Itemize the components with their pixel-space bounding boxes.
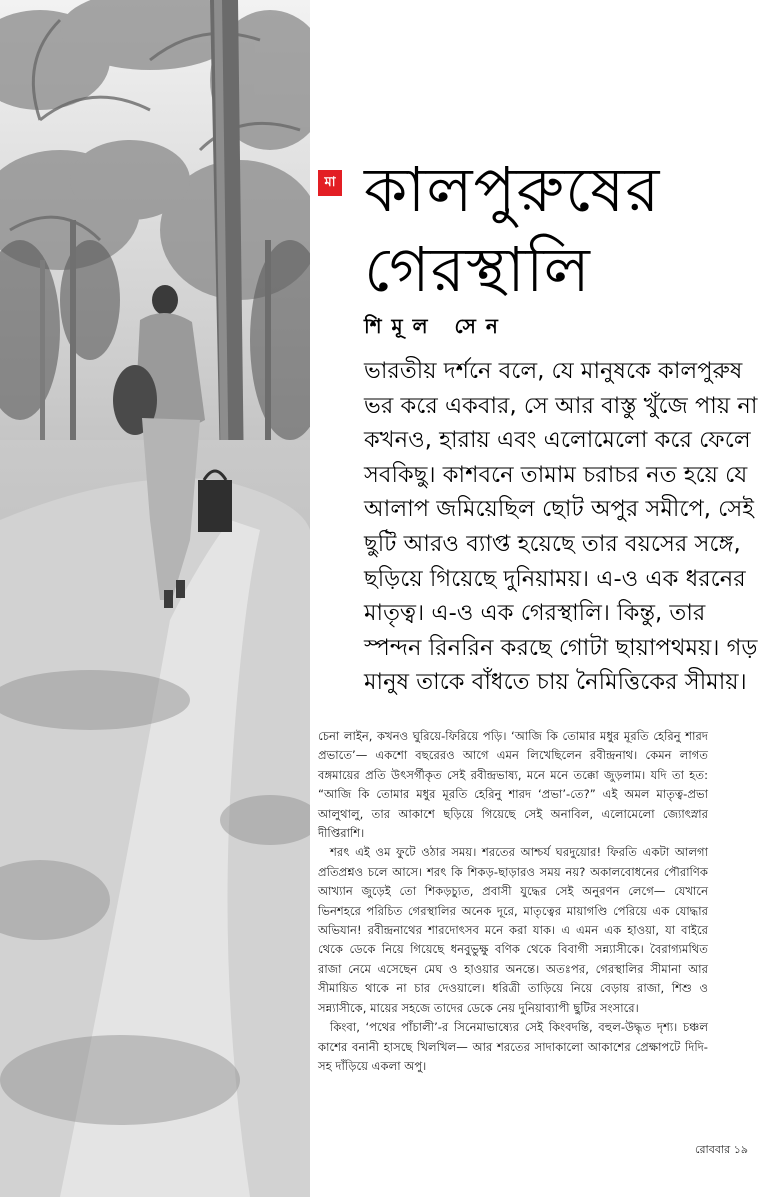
body-paragraph: চেনা লাইন, কখনও ঘুরিয়ে-ফিরিয়ে পড়ি। ‘আজি কি তোমার মধুর মূরতি হেরিনু শারদ প্রভাতে’— একশো বছরেরও আগে এমন লিখেছিলেন রবীন্দ্রনাথ। কেমন লাগত বঙ্গমায়ের প্রতি উৎসর্গীকৃত সেই রবীন্দ্রভাষ্য, মনে মনে তক্কো জুড়লাম। যদি তা হত: “আজি কি তোমার মধুর মূরতি হেরিনু শারদ ‘প্রভা’-তে?” এই অমল মাতৃত্ব-প্রভা আলুথালু, তার আকাশে ছড়িয়ে গিয়েছে সেই অনাবিল, এলোমেলো জ্যোৎস্নার দীপ্তিরাশি।: [318, 729, 708, 841]
article-lead: ভারতীয় দর্শনে বলে, যে মানুষকে কালপুরুষ ভর করে একবার, সে আর বাস্তু খুঁজে পায় না কখনও, হারায় এবং এলোমেলো করে ফেলে সবকিছু। কাশবনে তামাম চরাচর নত হয়ে যে আলাপ জমিয়েছিল ছোট অপুর সমীপে, সেই ছুটি আরও ব্যাপ্ত হয়েছে তার বয়সের সঙ্গে, ছড়িয়ে গিয়েছে দুনিয়াময়। এ-ও এক ধরনের মাতৃত্ব। এ-ও এক গেরস্থালি। কিন্তু, তার স্পন্দন রিনরিন করছে গোটা ছায়াপথময়। গড় মানুষ তাকে বাঁধতে চায় নৈমিত্তিকের সীমায়।: [364, 358, 758, 696]
body-paragraph: শরৎ এই ওম ফুটে ওঠার সময়। শরতের আশ্চর্য ঘরদুয়োর! ফিরতি একটা আলগা প্রতিপ্রশ্নও চলে আসে। শরৎ কি শিকড়-ছাড়ারও সময় নয়? অকালবোধনের পৌরাণিক আখ্যান জুড়েই তো শিকড়চ্যুত, প্রবাসী যুদ্ধের সেই অনুরণন লেগে— যেখানে ভিনশহরে পরিচিত গেরস্থালির অনেক দূরে, মাতৃত্বের মায়াগণ্ডি পেরিয়ে এক যোদ্ধার অভিযান! রবীন্দ্রনাথের শারদোৎসব মনে করা যাক। এ এমন এক হাওয়া, যা বাইরে থেকে ডেকে নিয়ে গিয়েছে ধনবুভুক্ষু বণিক থেকে বিবাগী সন্ন্যাসীকে। বৈরাগ্যমথিত রাজা নেমে এসেছেন মেঘ ও হাওয়ার অনন্তে। অতঃপর, গেরস্থালির সীমানা আর সীমায়িত থাকে না চার দেওয়ালে। ধরিত্রী তাড়িয়ে নিয়ে বেড়ায় রাজা, শিশু ও সন্ন্যাসীকে, মায়ের সহজে তাদের ডেকে নেয় দুনিয়াব্যাপী ছুটির সংসারে।: [318, 845, 708, 1015]
article-title-line-1: কালপুরুষের: [364, 153, 661, 226]
article-title-line-2: গেরস্থালি: [364, 233, 591, 306]
body-paragraph: কিংবা, ‘পথের পাঁচালী’-র সিনেমাভাষ্যের সেই কিংবদন্তি, বহুল-উদ্ধৃত দৃশ্য। চঞ্চল কাশের বনানী হাসছে খিলখিল— আর শরতের সাদাকালো আকাশের প্রেক্ষাপটে দিদি-সহ দাঁড়িয়ে একলা অপু।: [318, 1020, 708, 1073]
section-badge: মা: [318, 170, 342, 196]
page-footer-label: রোববার ১৯: [695, 1143, 748, 1156]
article-body: [318, 727, 708, 1076]
village-path-photo: [0, 0, 310, 1197]
article-photo: [0, 0, 310, 1197]
article-title: [364, 150, 764, 310]
article-author: শিমূল সেন: [364, 314, 508, 338]
